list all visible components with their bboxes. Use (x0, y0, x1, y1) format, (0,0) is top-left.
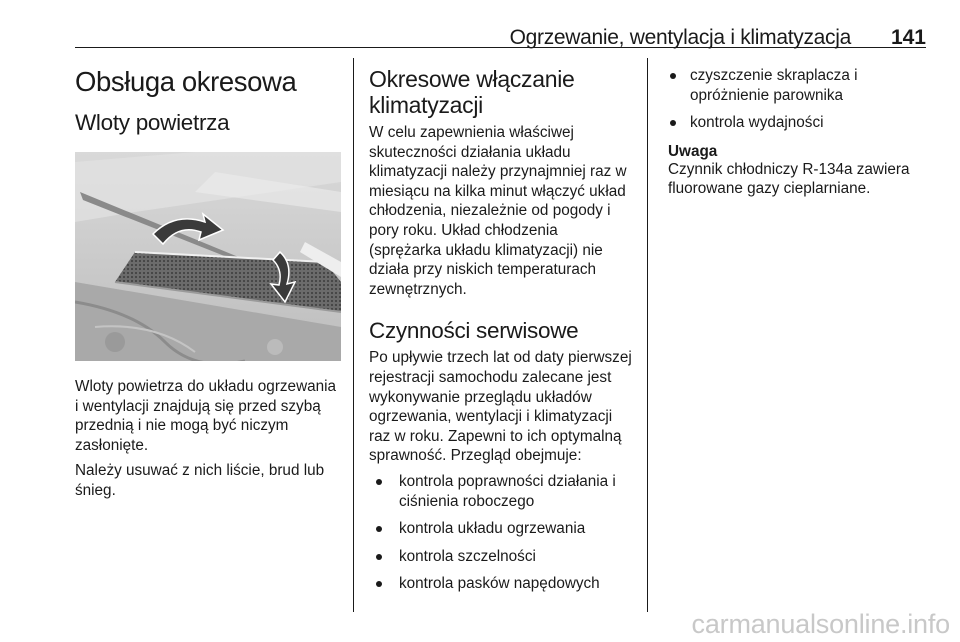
section-heading: Okresowe włączanie klimatyzacji (369, 66, 575, 118)
list-item-text: kontrola układu ogrzewania (399, 520, 586, 538)
bullet-icon (376, 526, 382, 532)
list-item (369, 519, 633, 539)
air-inlet-illustration (75, 152, 341, 361)
list-item (369, 574, 633, 594)
bullet-icon (376, 479, 382, 485)
column-divider-1 (353, 58, 354, 612)
bullet-icon (670, 73, 676, 79)
header-rule (75, 47, 926, 48)
page-number: 141 (890, 26, 926, 49)
section-heading: Obsługa okresowa (75, 66, 297, 97)
list-item-text: czyszczenie skraplacza i opróżnienie parownika (690, 67, 858, 104)
list-item (369, 547, 633, 567)
list-item (668, 113, 930, 133)
note-label: Uwaga (668, 142, 718, 160)
paragraph: Należy usuwać z nich liście, brud lub śnieg. (75, 462, 325, 499)
bullet-list (668, 66, 930, 133)
paragraph: Po upływie trzech lat od daty pierwszej rejestracji samochodu zalecane jest wykonywanie przeglądu układów ogrzewania, wentylacji i klimatyzacji raz w roku. Zapewni to ich optymalną sprawność. Przegląd obejmuje: (369, 349, 632, 465)
list-item-text: kontrola wydajności (690, 114, 824, 132)
column-divider-2 (647, 58, 648, 612)
column-1 (75, 58, 341, 501)
list-item-text: kontrola pasków napędowych (399, 575, 600, 593)
bullet-icon (376, 581, 382, 587)
watermark: carmanualsonline.info (691, 609, 950, 639)
bullet-icon (376, 554, 382, 560)
paragraph: Wloty powietrza do układu ogrzewania i wentylacji znajdują się przed szybą przednią i nie mogą być niczym zasłonięte. (75, 378, 337, 454)
header-title: Ogrzewanie, wentylacja i klimatyzacja (509, 26, 851, 49)
paragraph: W celu zapewnienia właściwej skuteczności działania układu klimatyzacji należy przynajmniej raz w miesiącu na kilka minut włączyć układ chłodzenia, niezależnie od pogody i pory roku. Układ chłodzenia (sprężarka układu klimatyzacji) nie działa przy niskich temperaturach zewnętrznych. (369, 124, 627, 298)
list-item (369, 472, 633, 511)
list-item (668, 66, 930, 105)
column-3 (668, 58, 930, 199)
note-text: Czynnik chłodniczy R-134a zawiera fluorowane gazy cieplarniane. (668, 160, 910, 198)
bullet-list (369, 472, 633, 594)
list-item-text: kontrola poprawności działania i ciśnienia roboczego (399, 472, 616, 510)
subsection-heading: Wloty powietrza (75, 110, 230, 135)
bullet-icon (670, 120, 676, 126)
column-2 (369, 58, 633, 602)
section-heading: Czynności serwisowe (369, 318, 579, 344)
list-item-text: kontrola szczelności (399, 547, 536, 565)
note-box (668, 143, 930, 199)
